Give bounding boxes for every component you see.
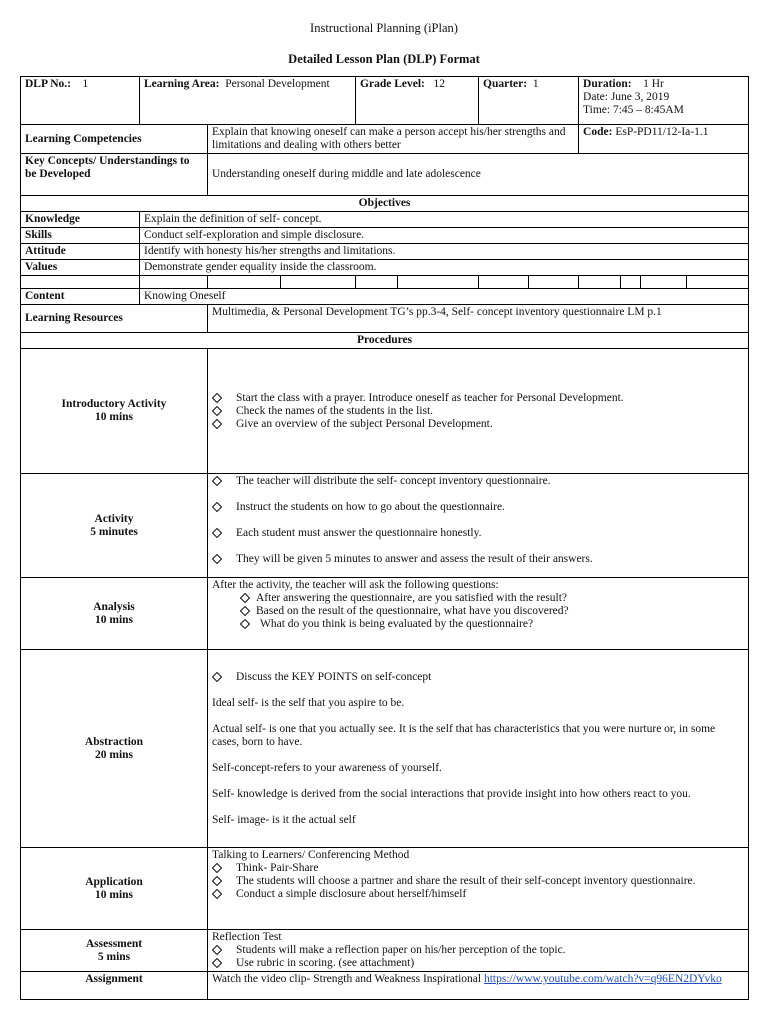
duration-value: 1 Hr [643, 78, 664, 90]
analysis-time: 10 mins [94, 613, 134, 626]
objective-row [21, 244, 749, 260]
introductory-activity-content [208, 349, 749, 474]
key-concepts-label: Key Concepts/ Understandings to be Developed [21, 154, 208, 196]
objective-text-attitude: Identify with honesty his/her strengths and limitations. [140, 244, 749, 260]
procedures-heading: Procedures [21, 333, 749, 349]
abstraction-label-cell [21, 650, 208, 848]
introductory-activity-time: 10 mins [94, 411, 134, 423]
application-label: Application [85, 875, 143, 888]
objective-label-knowledge: Knowledge [21, 212, 140, 228]
diamond-bullet-icon [212, 501, 236, 514]
learning-area-label: Learning Area: [144, 78, 220, 90]
abstraction-paragraph: Actual self- is one that you actually see. It is the self that has characteristics that you were nurture or, in some cases, born to have. [212, 722, 716, 748]
list-item: Each student must answer the questionnaire honestly. [212, 527, 744, 540]
competencies-label: Learning Competencies [21, 125, 208, 154]
grade-level-cell [356, 77, 479, 125]
key-concepts-row [21, 154, 749, 196]
objective-label-attitude: Attitude [21, 244, 140, 260]
abstraction-content [208, 650, 749, 848]
dlp-value: 1 [82, 78, 89, 90]
diamond-bullet-icon [212, 671, 236, 684]
empty-cell [140, 276, 208, 289]
learning-area-cell [140, 77, 356, 125]
objectives-heading: Objectives [21, 196, 749, 212]
empty-cell [398, 276, 479, 289]
procedures-heading-row [21, 333, 749, 349]
diamond-bullet-icon [212, 944, 236, 957]
list-item: Students will make a reflection paper on his/her perception of the topic. [212, 944, 744, 957]
introductory-activity-label-cell [21, 349, 208, 474]
assignment-content [208, 972, 749, 1000]
objectives-heading-row [21, 196, 749, 212]
abstraction-paragraph: Ideal self- is the self that you aspire to be. [212, 696, 405, 709]
application-row [21, 848, 749, 930]
diamond-bullet-icon [240, 605, 256, 618]
abstraction-paragraph: Self- knowledge is derived from the social interactions that provide insight into how others react to you. [212, 787, 691, 800]
list-item: The students will choose a partner and share the result of their self-concept inventory questionnaire. [212, 875, 744, 888]
learning-area-value: Personal Development [225, 78, 330, 90]
diamond-bullet-icon [212, 553, 236, 566]
content-text: Knowing Oneself [140, 289, 749, 305]
diamond-bullet-icon [212, 957, 236, 970]
assignment-row [21, 972, 749, 1000]
duration-cell [579, 77, 749, 125]
resources-text: Multimedia, & Personal Development TG’s pp.3-4, Self- concept inventory questionnaire LM p.1 [208, 305, 749, 333]
diamond-bullet-icon [212, 527, 236, 540]
abstraction-label: Abstraction [84, 735, 144, 748]
grade-level-value: 12 [433, 78, 445, 90]
assignment-video-link[interactable]: https://www.youtube.com/watch?v=q96EN2DYvko [483, 973, 722, 985]
assessment-row [21, 930, 749, 972]
list-item: Think- Pair-Share [212, 862, 744, 875]
diamond-bullet-icon [212, 392, 236, 405]
list-item: Check the names of the students in the list. [212, 405, 744, 418]
empty-cell [208, 276, 281, 289]
objective-label-values: Values [21, 260, 140, 276]
abstraction-paragraph: Self-concept-refers to your awareness of yourself. [212, 761, 442, 774]
empty-cell [641, 276, 687, 289]
quarter-label: Quarter: [483, 78, 528, 90]
assessment-content [208, 930, 749, 972]
list-item: They will be given 5 minutes to answer and assess the result of their answers. [212, 553, 744, 566]
resources-row [21, 305, 749, 333]
list-item: Conduct a simple disclosure about herself/himself [212, 888, 744, 901]
empty-cell [579, 276, 621, 289]
list-item: The teacher will distribute the self- concept inventory questionnaire. [212, 475, 744, 488]
grade-level-label: Grade Level: [360, 78, 425, 90]
analysis-row [21, 578, 749, 650]
objective-text-values: Demonstrate gender equality inside the classroom. [140, 260, 749, 276]
code-cell [579, 125, 749, 154]
empty-cell [356, 276, 398, 289]
assessment-time: 5 mins [97, 950, 131, 963]
dlp-label: DLP No.: [25, 78, 71, 90]
competencies-row [21, 125, 749, 154]
introductory-activity-label: Introductory Activity [61, 398, 167, 410]
objective-row [21, 212, 749, 228]
abstraction-row [21, 650, 749, 848]
activity-row [21, 474, 749, 578]
abstraction-paragraph: Self- image- is it the actual self [212, 813, 356, 826]
activity-label-cell [21, 474, 208, 578]
abstraction-time: 20 mins [94, 748, 134, 761]
activity-content [208, 474, 749, 578]
dlp-cell [21, 77, 140, 125]
assignment-label: Assignment [21, 972, 208, 1000]
diamond-bullet-icon [212, 862, 236, 875]
objective-row [21, 260, 749, 276]
document-format-title: Detailed Lesson Plan (DLP) Format [288, 52, 480, 66]
empty-cell [687, 276, 749, 289]
key-concepts-text: Understanding oneself during middle and late adolescence [208, 154, 749, 196]
list-item: Use rubric in scoring. (see attachment) [212, 957, 744, 970]
list-item: Instruct the students on how to go about the questionnaire. [212, 501, 744, 514]
lesson-plan-table [20, 76, 749, 1000]
diamond-bullet-icon [212, 405, 236, 418]
activity-label: Activity [94, 512, 134, 525]
empty-divider-row [21, 276, 749, 289]
application-content [208, 848, 749, 930]
analysis-label: Analysis [93, 600, 135, 613]
assignment-text: Watch the video clip- Strength and Weakness Inspirational [212, 973, 484, 985]
duration-label: Duration: [583, 78, 632, 90]
code-label: Code: [583, 126, 613, 138]
list-item: Based on the result of the questionnaire, what have you discovered? [212, 605, 744, 618]
content-row [21, 289, 749, 305]
lesson-date: Date: June 3, 2019 [583, 91, 670, 103]
analysis-label-cell [21, 578, 208, 650]
code-value: EsP-PD11/12-Ia-1.1 [615, 126, 709, 138]
empty-cell [621, 276, 641, 289]
quarter-cell [479, 77, 579, 125]
diamond-bullet-icon [212, 418, 236, 431]
content-label: Content [21, 289, 140, 305]
lesson-time: Time: 7:45 – 8:45AM [583, 104, 684, 116]
application-time: 10 mins [94, 888, 134, 901]
competencies-text: Explain that knowing oneself can make a person accept his/her strengths and limitations and dealing with others better [208, 125, 579, 154]
diamond-bullet-icon [240, 592, 256, 605]
analysis-content [208, 578, 749, 650]
diamond-bullet-icon [240, 618, 260, 631]
list-item: What do you think is being evaluated by the questionnaire? [212, 618, 744, 631]
list-item: After answering the questionnaire, are you satisfied with the result? [212, 592, 744, 605]
empty-cell [529, 276, 579, 289]
document-title: Instructional Planning (iPlan) [310, 21, 458, 35]
diamond-bullet-icon [212, 475, 236, 488]
objective-text-skills: Conduct self-exploration and simple disclosure. [140, 228, 749, 244]
objective-row [21, 228, 749, 244]
activity-time: 5 minutes [90, 525, 138, 538]
empty-cell [21, 276, 140, 289]
resources-label: Learning Resources [21, 305, 208, 333]
application-label-cell [21, 848, 208, 930]
list-item: Give an overview of the subject Personal Development. [212, 418, 744, 431]
empty-cell [281, 276, 356, 289]
assessment-intro: Reflection Test [212, 931, 282, 943]
assessment-label: Assessment [85, 937, 143, 950]
assessment-label-cell [21, 930, 208, 972]
list-item: Start the class with a prayer. Introduce oneself as teacher for Personal Development. [212, 392, 744, 405]
list-item: Discuss the KEY POINTS on self-concept [212, 671, 744, 684]
diamond-bullet-icon [212, 875, 236, 888]
diamond-bullet-icon [212, 888, 236, 901]
quarter-value: 1 [532, 78, 539, 90]
empty-cell [479, 276, 529, 289]
meta-row [21, 77, 749, 125]
application-intro: Talking to Learners/ Conferencing Method [212, 849, 410, 861]
objective-label-skills: Skills [21, 228, 140, 244]
objective-text-knowledge: Explain the definition of self- concept. [140, 212, 749, 228]
analysis-intro: After the activity, the teacher will ask the following questions: [212, 579, 499, 591]
introductory-activity-row [21, 349, 749, 474]
